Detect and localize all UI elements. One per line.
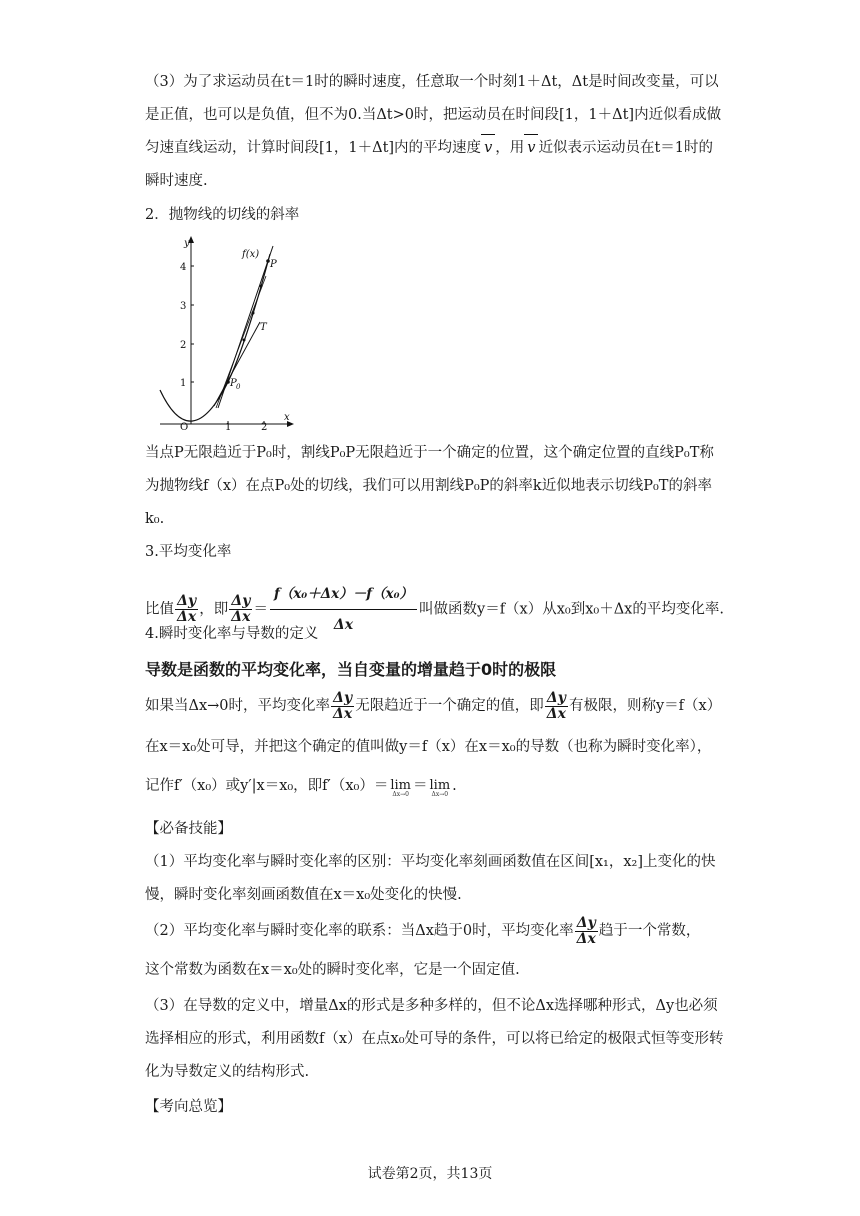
bold-statement: 导数是函数的平均变化率，当自变量的增量趋于0时的极限 [145,660,557,679]
y-tick-2: 2 [180,340,187,351]
y-axis-label: y [184,238,190,249]
y-tick-4: 4 [180,262,187,273]
fraction-dy-dx: $\frac{\Delta y}{\Delta x}$ [177,593,197,625]
section-heading-average-rate: 3.平均变化率 [145,544,232,560]
section-heading-derivative: 4.瞬时变化率与导数的定义 [145,626,319,642]
average-velocity-symbol: v [481,132,495,165]
section-heading-tangent-slope: 2．抛物线的切线的斜率 [145,207,300,223]
skills-heading: 【必备技能】 [145,821,232,837]
limit-2: lim Δx→0 [429,778,451,798]
tangent-line [214,322,260,406]
paragraph-tangent-definition: 当点P无限趋近于P₀时，割线P₀P无限趋近于一个确定的位置，这个确定位置的直线P₀T称为抛物线f（x）在点P₀处的切线，我们可以用割线P₀P的斜率k近似地表示切线P₀T的斜率k₀. [145,445,714,527]
parabola-curve [160,254,270,421]
average-rate-formula: 比值 $\frac{\Delta y}{\Delta x}$ ，即 $\frac{\Delta y}{\Delta x}$ ＝ $\frac{\text{f（x₀＋Δx）－f（x₀）}}{\Delta x}$ 叫做函数y＝f（x）从x₀到x₀＋Δx的平均变化率. [145,579,724,609]
p0-subscript: 0 [236,383,241,391]
parabola-tangent-graph [156,234,296,432]
skill-2-line-2: 这个常数为函数在x＝x₀处的瞬时变化率，它是一个固定值. [145,962,520,978]
difference-quotient: $\frac{\text{f（x₀＋Δx）－f（x₀）}}{\Delta x}$ [270,579,417,640]
x-tick-2: 2 [261,422,268,432]
y-tick-1: 1 [180,378,187,389]
secant-line-2 [216,276,266,408]
skill-1: （1）平均变化率与瞬时变化率的区别：平均变化率刻画函数值在区间[x₁，x₂]上变化的快慢，瞬时变化率刻画函数值在x＝x₀处变化的快慢. [145,854,716,903]
overview-heading: 【考向总览】 [145,1099,232,1115]
fx-label: f(x) [242,249,260,260]
fraction-dy-dx-3: $\frac{\Delta y}{\Delta x}$ [333,690,353,722]
derivative-line-2: 在x＝x₀处可导，并把这个确定的值叫做y＝f（x）在x＝x₀的导数（也称为瞬时变化率）， [145,739,712,755]
fraction-dy-dx-5: $\frac{\Delta y}{\Delta x}$ [576,915,596,947]
skill-3: （3）在导数的定义中，增量Δx的形式是多种多样的，但不论Δx选择哪种形式，Δy也必须选择相应的形式，利用函数f（x）在点x₀处可导的条件，可以将已给定的极限式恒等变形转化为导数定义的结构形式. [145,998,724,1080]
limit-1: lim Δx→0 [390,778,411,798]
p-label: P [270,259,277,270]
skill-2-line-1: （2）平均变化率与瞬时变化率的联系：当Δx趋于0时，平均变化率 $\frac{\Delta y}{\Delta x}$ 趋于一个常数， [145,915,701,947]
p0-label: P [230,378,237,389]
derivative-line-1: 如果当Δx→0时，平均变化率 $\frac{\Delta y}{\Delta x}$ 无限趋近于一个确定的值，即 $\frac{\Delta y}{\Delta x}$ 有极限，则称y＝f（x） [145,690,722,722]
y-tick-3: 3 [180,301,187,312]
paragraph-instantaneous-velocity: （3）为了求运动员在t＝1时的瞬时速度，任意取一个时刻1＋Δt，Δt是时间改变量，可以是正值，也可以是负值，但不为0.当Δt>0时，把运动员在时间段[1，1＋Δt]内近似看成做匀速直线运动，计算时间段[1，1＋Δt]内的平均速度 v ，用 v 近似表示运动员在t＝1时的瞬时速度. [145,74,722,189]
page-footer: 试卷第2页，共13页 [367,1166,493,1182]
x-axis-label: x [284,412,290,423]
origin-label: O [180,422,189,432]
x-tick-1: 1 [225,422,232,432]
fraction-dy-dx-4: $\frac{\Delta y}{\Delta x}$ [546,690,566,722]
average-velocity-symbol-2: v [524,132,538,165]
derivative-line-3: 记作f′（x₀）或y′|x＝x₀，即f′（x₀）＝ lim Δx→0 ＝ lim Δx→0 . [145,771,457,801]
t-label: T [260,322,267,333]
fraction-dy-dx-2: $\frac{\Delta y}{\Delta x}$ [231,593,251,625]
